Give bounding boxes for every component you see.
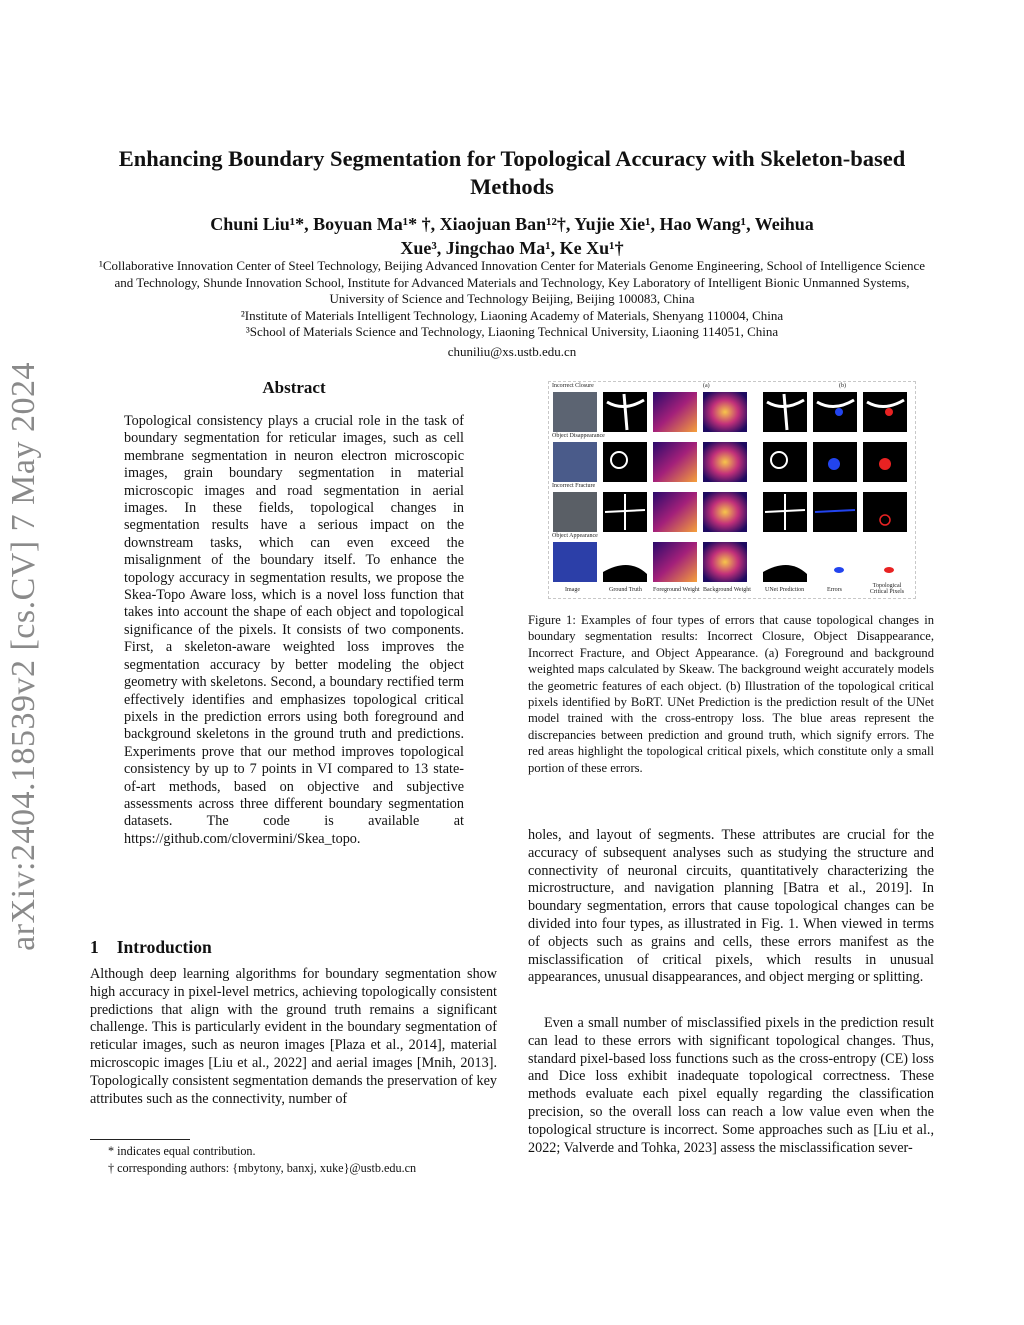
- abstract-heading: Abstract: [262, 378, 326, 397]
- column-label-errors: Errors: [827, 587, 842, 593]
- row-label-incorrect-closure: Incorrect Closure: [552, 383, 594, 389]
- column-label-image: Image: [565, 587, 580, 593]
- panel-label-b: (b): [839, 383, 846, 389]
- column-label-background-weight: Background Weight: [703, 587, 751, 593]
- footnote-divider: [90, 1139, 190, 1140]
- row-label-incorrect-fracture: Incorrect Fracture: [552, 483, 596, 489]
- affiliations: [88, 258, 936, 341]
- author-line-1: Chuni Liu¹*, Boyuan Ma¹* †, Xiaojuan Ban¹²†, Yujie Xie¹, Hao Wang¹, Weihua: [210, 214, 814, 234]
- column-label-topological-critical-pixels: Topological Critical Pixels: [869, 583, 905, 595]
- column-label-unet-prediction: UNet Prediction: [765, 587, 805, 593]
- arxiv-watermark: arXiv:2404.18539v2 [cs.CV] 7 May 2024: [5, 361, 42, 951]
- column-label-ground-truth: Ground Truth: [609, 587, 642, 593]
- author-line-2: Xue³, Jingchao Ma¹, Ke Xu¹†: [400, 238, 624, 258]
- affiliation-3: ³School of Materials Science and Technology, Liaoning Technical University, Liaoning 114051, China: [245, 324, 779, 339]
- figure-row-incorrect-fracture: [553, 492, 907, 532]
- row-label-object-appearance: Object Appearance: [552, 533, 598, 539]
- intro-paragraph-right-2: Even a small number of misclassified pixels in the prediction result can lead to these errors with significant topological changes. Thus, standard pixel-based loss functions such as the cross-entropy (CE) loss and Dice loss exhibit inadequate topological correctness. These methods evaluate each pixel equally regarding the classification precision, so the overall loss can reach a low value even when the topological structure is incorrect. Some approaches such as [Liu et al., 2022; Valverde and Tohka, 2023] assess the misclassification sever-: [528, 1015, 934, 1156]
- figure-row-object-appearance: [553, 542, 907, 582]
- intro-paragraph-left: Although deep learning algorithms for boundary segmentation show high accuracy in pixel-level metrics, achieving topologically consistent predictions that align with the ground truth remains a significant challenge. This is particularly evident in the boundary segmentation of reticular images, such as neuron images [Plaza et al., 2014], material microscopic images [Liu et al., 2022] and aerial images [Mnih, 2013]. Topologically consistent segmentation demands the preservation of key attributes such as the connectivity, number of: [90, 966, 497, 1107]
- section-number: 1: [90, 937, 99, 957]
- footnotes: [108, 1143, 416, 1177]
- figure-row-object-disappearance: [553, 442, 907, 482]
- figure-1-image: [549, 382, 915, 598]
- footnote-equal-contribution: * indicates equal contribution.: [108, 1144, 256, 1158]
- footnote-corresponding-authors: † corresponding authors: {mbytony, banxj, xuke}@ustb.edu.cn: [108, 1161, 417, 1175]
- abstract-body: Topological consistency plays a crucial role in the task of boundary segmentation for reticular images, such as cell membrane segmentation in neuron electron microscopic images, grain boundary segmentation in material microscopic images and road segmentation in aerial images. In these fields, topological changes in segmentation results have a serious impact on the downstream tasks, which can even exceed the misalignment of the boundary itself. To enhance the topology accuracy in segmentation results, we propose the Skea-Topo Aware loss, which is a novel loss function that takes into account the shape of each object and topological significance of the pixels. It consists of two components. First, a skeleton-aware weighted loss improves the segmentation accuracy by better modeling the object geometry with skeletons. Second, a boundary rectified term effectively identifies and emphasizes topological critical pixels in the prediction errors using both foreground and background skeletons in the ground truth and predictions. Experiments prove that our method improves topological consistency by up to 7 points in VI compared to 13 state-of-art methods, based on objective and subjective assessments across three different boundary segmentation datasets. The code is available at https://github.com/clovermini/Skea_topo.: [124, 413, 464, 847]
- intro-paragraph-right-1: holes, and layout of segments. These attributes are crucial for the accuracy of subsequent analyses such as studying the structure and connectivity of neuronal circuits, quantitatively characterizing the microstructure, and navigation planning [Batra et al., 2019]. In boundary segmentation, errors that cause topological changes can be divided into four types, as illustrated in Fig. 1. When viewed in terms of objects such as grains and cells, these errors manifest as the misclassification of critical pixels, which results in unusual appearances, unusual disappearances, and object merging or splitting.: [528, 827, 934, 986]
- contact-email: chuniliu@xs.ustb.edu.cn: [447, 344, 577, 359]
- row-label-object-disappearance: Object Disappearance: [552, 433, 605, 439]
- figure-1: [548, 381, 916, 599]
- figure-1-caption: Figure 1: Examples of four types of errors that cause topological changes in boundary segmentation results: Incorrect Closure, Object Disappearance, Incorrect Fracture, and Object Appearance. (a) Foreground and background weighted maps calculated by Skeaw. The background weight accurately models the geometric features of each object. (b) Illustration of the topological critical pixels identified by BoRT. UNet Prediction is the prediction result of the UNet model trained with the cross-entropy loss. The blue areas represent the discrepancies between prediction and ground truth, which signify errors. The red areas highlight the topological critical pixels, which constitute only a small portion of these errors.: [528, 613, 934, 775]
- section-heading-introduction: [90, 937, 212, 958]
- affiliation-1: ¹Collaborative Innovation Center of Steel Technology, Beijing Advanced Innovation Center for Materials Genome Engineering, School of Intelligence Science and Technology, Shunde Innovation School, Institute for Advanced Materials and Technology, Key Laboratory of Intelligent Bionic Unmanned Systems, University of Science and Technology Beijing, Beijing 100083, China: [98, 258, 926, 306]
- panel-label-a: (a): [703, 383, 710, 389]
- column-label-foreground-weight: Foreground Weight: [653, 587, 700, 593]
- figure-row-incorrect-closure: [553, 392, 907, 432]
- section-title: Introduction: [116, 937, 212, 957]
- paper-title: Enhancing Boundary Segmentation for Topological Accuracy with Skeleton-based Methods: [118, 146, 906, 199]
- author-list: [100, 212, 924, 260]
- affiliation-2: ²Institute of Materials Intelligent Technology, Liaoning Academy of Materials, Shenyang 110004, China: [240, 307, 784, 323]
